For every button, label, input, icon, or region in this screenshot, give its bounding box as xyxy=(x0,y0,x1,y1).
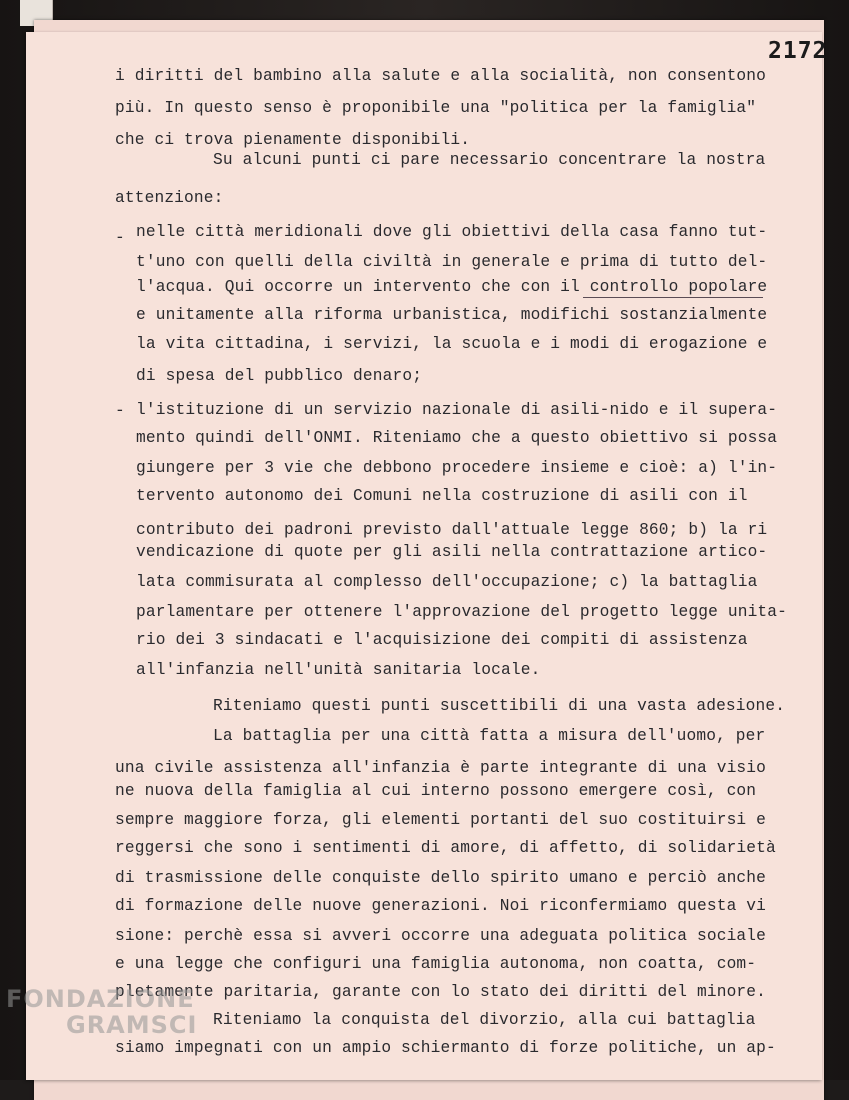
text-line: Su alcuni punti ci pare necessario concentrare la nostra xyxy=(213,151,766,169)
text-line: pletamente paritaria, garante con lo stato dei diritti del minore. xyxy=(115,983,767,1001)
text-line: nelle città meridionali dove gli obiettivi della casa fanno tut- xyxy=(136,223,768,241)
text-line: vendicazione di quote per gli asili nella contrattazione artico- xyxy=(136,543,768,561)
text-line: giungere per 3 vie che debbono procedere insieme e cioè: a) l'in- xyxy=(136,459,778,477)
text-line: che ci trova pienamente disponibili. xyxy=(115,131,471,149)
text-line: l'acqua. Qui occorre un intervento che con il controllo popolare xyxy=(136,278,768,296)
text-line: più. In questo senso è proponibile una "politica per la famiglia" xyxy=(115,99,757,117)
text-line: di spesa del pubblico denaro; xyxy=(136,367,423,385)
watermark-line1: FONDAZIONE xyxy=(6,985,195,1013)
bullet-dash: - xyxy=(115,229,125,247)
text-line: di formazione delle nuove generazioni. Noi riconfermiamo questa vi xyxy=(115,897,767,915)
watermark-logo xyxy=(6,986,197,1038)
text-line: Riteniamo la conquista del divorzio, alla cui battaglia xyxy=(213,1011,756,1029)
handwritten-underline xyxy=(583,297,763,298)
text-line: mento quindi dell'ONMI. Riteniamo che a questo obiettivo si possa xyxy=(136,429,778,447)
text-line: e una legge che configuri una famiglia autonoma, non coatta, com- xyxy=(115,955,757,973)
text-line: tervento autonomo dei Comuni nella costruzione di asili con il xyxy=(136,487,748,505)
page-number: 2172 xyxy=(768,38,828,64)
text-line: una civile assistenza all'infanzia è parte integrante di una visio xyxy=(115,759,767,777)
text-line: parlamentare per ottenere l'approvazione del progetto legge unita- xyxy=(136,603,788,621)
text-line: rio dei 3 sindacati e l'acquisizione dei compiti di assistenza xyxy=(136,631,748,649)
text-line: l'istituzione di un servizio nazionale di asili-nido e il supera- xyxy=(136,401,778,419)
text-line: sione: perchè essa si avveri occorre una adeguata politica sociale xyxy=(115,927,767,945)
text-line: contributo dei padroni previsto dall'attuale legge 860; b) la ri xyxy=(136,521,768,539)
text-line: i diritti del bambino alla salute e alla socialità, non consentono xyxy=(115,67,767,85)
text-line: all'infanzia nell'unità sanitaria locale. xyxy=(136,661,541,679)
text-line: ne nuova della famiglia al cui interno possono emergere così, con xyxy=(115,782,757,800)
bullet-dash: - xyxy=(115,402,125,420)
text-line: Riteniamo questi punti suscettibili di una vasta adesione. xyxy=(213,697,786,715)
text-line: t'uno con quelli della civiltà in generale e prima di tutto del- xyxy=(136,253,768,271)
text-line: La battaglia per una città fatta a misura dell'uomo, per xyxy=(213,727,766,745)
text-line: lata commisurata al complesso dell'occupazione; c) la battaglia xyxy=(136,573,758,591)
text-line: siamo impegnati con un ampio schiermanto di forze politiche, un ap- xyxy=(115,1039,776,1057)
watermark-line2: GRAMSCI xyxy=(66,1011,198,1039)
text-line: sempre maggiore forza, gli elementi portanti del suo costituirsi e xyxy=(115,811,767,829)
text-line: e unitamente alla riforma urbanistica, modifichi sostanzialmente xyxy=(136,306,768,324)
document-page xyxy=(26,32,828,1080)
text-line: la vita cittadina, i servizi, la scuola e i modi di erogazione e xyxy=(136,335,768,353)
text-line: attenzione: xyxy=(115,189,224,207)
text-line: reggersi che sono i sentimenti di amore, di affetto, di solidarietà xyxy=(115,839,776,857)
text-line: di trasmissione delle conquiste dello spirito umano e perciò anche xyxy=(115,869,767,887)
